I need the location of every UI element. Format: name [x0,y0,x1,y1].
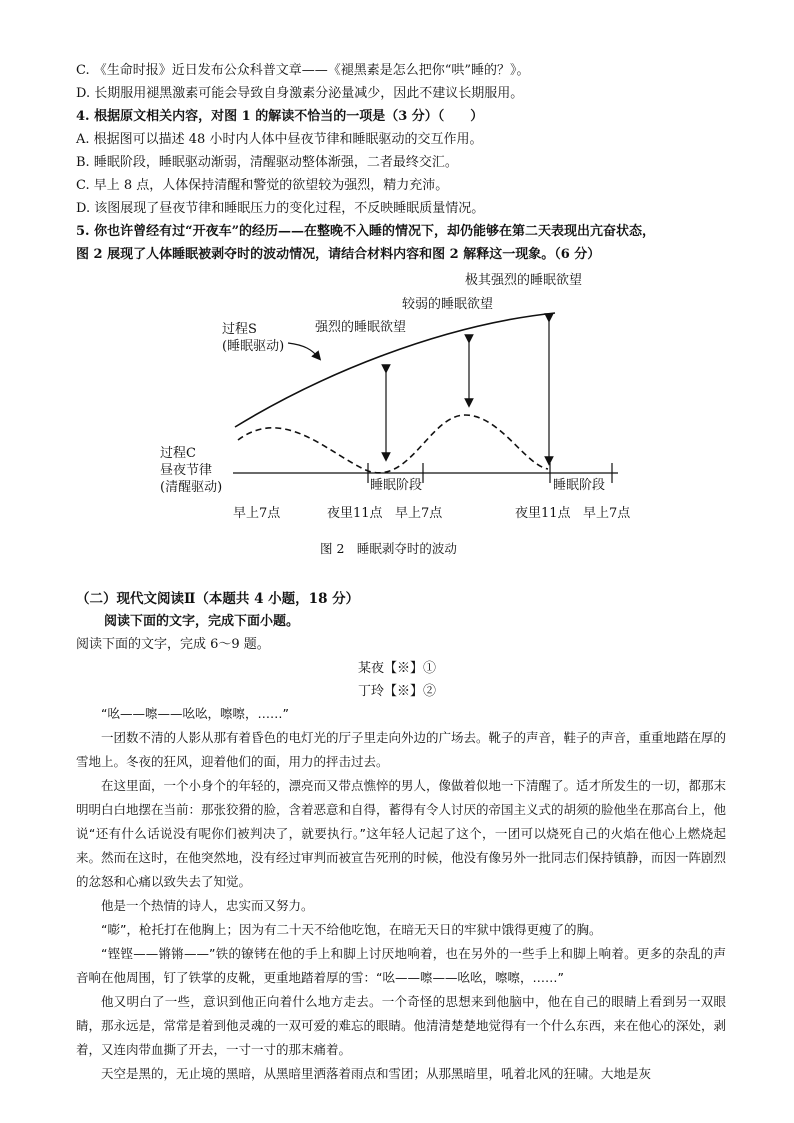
passage-paragraph: 天空是黑的，无止境的黑暗，从黑暗里洒落着雨点和雪团；从那黑暗里，吼着北风的狂啸。大地是灰 [101,1066,652,1081]
label-sleep-phase-2: 睡眠阶段 [553,478,606,493]
label-process-s: 过程S [222,322,257,337]
passage-paragraph: “嘭”，枪托打在他胸上；因为有二十天不给他吃饱，在暗无天日的牢狱中饿得更瘦了的胸。 [101,922,602,937]
question-5-line-2: 图 2 展现了人体睡眠被剥夺时的波动情况，请结合材料内容和图 2 解释这一现象。（6 分） [76,247,601,262]
question-4-stem: 4. 根据原文相关内容，对图 1 的解读不恰当的一项是（3 分）（ ） [76,109,484,124]
figure-2-sleep-deprivation [0,265,794,565]
label-wake-drive: (清醒驱动) [160,480,223,495]
question-5-line-1: 5. 你也许曾经有过“开夜车”的经历——在整晚不入睡的情况下，却仍能够在第二天表现出亢奋状态， [76,224,656,239]
article-author: 丁玲【※】② [357,684,436,699]
question-4-option-c: C. 早上 8 点，人体保持清醒和警觉的欲望较为强烈，精力充沛。 [76,178,449,193]
passage-paragraph: 他又明白了一些，意识到他正向着什么地方走去。一个奇怪的思想来到他脑中，他在自己的眼睛上看到另一双眼睛，那永远是，常常是着到他灵魂的一双可爱的难忘的眼睛。他清清楚楚地觉得有一个什么东西，来在他心的深处，剥着，又连肉带血撕了开去，一寸一寸的那末痛着。 [76,994,727,1057]
time-label-1: 早上7点 [233,506,281,521]
question-4-option-a: A. 根据图可以描述 48 小时内人体中昼夜节律和睡眠驱动的交互作用。 [76,132,483,147]
passage-paragraph: 他是一个热情的诗人，忠实而又努力。 [101,898,314,913]
time-label-2: 夜里11点 [327,506,383,521]
label-sleep-drive: (睡眠驱动) [222,339,285,354]
passage-paragraph: “吆——嚓——吆吆，嚓嚓，……” [101,706,289,721]
passage-body [76,702,726,1086]
passage-paragraph: “铿铿——锵锵——”铁的镣铐在他的手上和脚上讨厌地响着，也在另外的一些手上和脚上响着。更多的杂乱的声音响在他周围，钉了铁掌的皮靴，更重地踏着厚的雪：“吆——嚓——吆吆，嚓嚓，……” [76,946,726,985]
passage-paragraph: 在这里面，一个小身个的年轻的，漂亮而又带点憔悴的男人，像做着似地一下清醒了。适才所发生的一切，都那末明明白白地摆在当前：那张狡猾的脸，含着恶意和自得，蓄得有令人讨厌的帝国主义式的胡须的脸他坐在那高台上，他说“还有什么话说没有呢你们被判决了，就要执行。”这年轻人记起了这个，一团可以烧死自己的火焰在他心上燃烧起来。然而在这时，在他突然地，没有经过审判而被宣告死刑的时候，他没有像另外一批同志们保持镇静，而因一阵剧烈的忿怒和心痛以致失去了知觉。 [76,778,727,889]
process-c-curve [238,415,548,473]
question-4-option-d: D. 该图展现了昼夜节律和睡眠压力的变化过程，不反映睡眠质量情况。 [76,201,485,216]
label-circadian-rhythm: 昼夜节律 [160,463,213,478]
figure-caption: 图 2 睡眠剥夺时的波动 [320,541,457,556]
instruction-bold: 阅读下面的文字，完成下面小题。 [104,614,300,629]
question-4-option-b: B. 睡眠阶段，睡眠驱动渐弱，清醒驱动整体渐强，二者最终交汇。 [76,155,458,170]
line-option-c: C. 《生命时报》近日发布公众科普文章——《褪黑素是怎么把你“哄”睡的？》。 [76,63,530,78]
section-2-title: （二）现代文阅读Ⅱ（本题共 4 小题，18 分） [76,591,360,607]
label-process-c: 过程C [160,446,196,461]
time-label-4: 夜里11点 [515,506,571,521]
line-option-d: D. 长期服用褪黑激素可能会导致自身激素分泌量减少，因此不建议长期服用。 [76,86,524,101]
process-s-pointer-arrow [288,343,318,357]
instruction: 阅读下面的文字，完成 6～9 题。 [76,637,270,652]
time-label-5: 早上7点 [583,506,631,521]
label-strong-desire: 强烈的睡眠欲望 [315,320,407,335]
article-title: 某夜【※】① [357,661,436,676]
passage-paragraph: 一团数不清的人影从那有着昏色的电灯光的厅子里走向外边的广场去。靴子的声音，鞋子的声音，重重地踏在厚的雪地上。冬夜的狂风，迎着他们的面，用力的抨击过去。 [76,730,727,769]
time-label-3: 早上7点 [395,506,443,521]
label-weak-desire: 较弱的睡眠欲望 [402,297,494,312]
label-extreme-desire: 极其强烈的睡眠欲望 [465,273,583,288]
label-sleep-phase-1: 睡眠阶段 [370,478,423,493]
